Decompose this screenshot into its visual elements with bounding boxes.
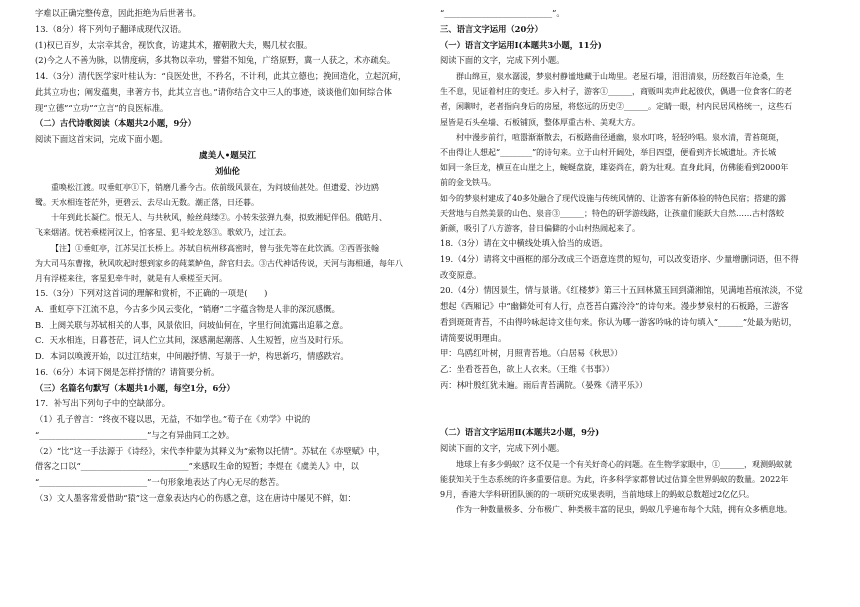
right-line: 请简要说明理由。 bbox=[440, 332, 507, 343]
right-line bbox=[440, 409, 832, 425]
left-line: B．上阕关联与苏轼相关的人事，风景依旧，问坡仙何在，字里行间流露出追慕之意。 bbox=[35, 319, 349, 330]
right-line: 者，闲聊时，老者指向身后的房屋，将悠远的历史②______。定睛一眼，村内民居风格统一，这些石 bbox=[440, 102, 792, 112]
right-line: 三、语言文字运用（20分） bbox=[440, 23, 543, 34]
left-line: 月有浮槎来往，客星犯牵牛时，就是有人乘槎至天河。 bbox=[35, 273, 227, 283]
left-line: （1）孔子曾言：“终夜不寝以思，无益，不如学也。”荀子在《劝学》中说的 bbox=[35, 414, 311, 425]
left-line: D．本词以唤渡开始，以过江结束，中间融抒情、写景于一炉，构思新巧，情感跌宕。 bbox=[35, 351, 349, 362]
left-line: 【注】①垂虹亭，江苏吴江长桥上。苏轼自杭州移高密时，曾与张先等在此饮酒。②西晋张翰 bbox=[51, 243, 379, 253]
left-line: 借客之口以“__________________________”来感叹生命的短暂；李煜在《虞美人》中，以 bbox=[35, 461, 359, 472]
left-line: “__________________________”与之有异曲同工之妙。 bbox=[35, 429, 235, 440]
left-line: 为大司马东曹掾，秋风吹起时想到家乡的莼菜鲈鱼，辞官归去。③古代神话传说，天河与海相通，每年八 bbox=[35, 258, 403, 268]
right-line: 20.（4分）情因景生，情与景谐。《红楼梦》第三十五回林黛玉回到潇湘馆，见满地苔痕浓淡，不觉 bbox=[440, 285, 803, 296]
right-line: 作为一种数量极多、分布极广、种类极丰富的昆虫，蚂蚁几乎遍布每个大陆，拥有众多栖息地。 bbox=[456, 505, 792, 515]
left-line: 此其立功也；阐发蕴奥，聿著方书，此其立言也。”请你结合文中三人的事迹，谈谈他们如何综合体 bbox=[35, 86, 392, 97]
right-line bbox=[440, 394, 832, 410]
left-line: 16.（6分）本词下阕是怎样抒情的？请简要分析。 bbox=[35, 366, 220, 377]
left-line: （三）名篇名句默写（本题共1小题，每空1分，6分） bbox=[35, 382, 235, 393]
left-line: 虞美人•题吴江 bbox=[198, 150, 257, 161]
right-column bbox=[440, 6, 832, 517]
right-line: 阅读下面的文字，完成下列小题。 bbox=[440, 55, 565, 66]
right-line: “__________________________”。 bbox=[440, 8, 565, 18]
left-line: 15.（3分）下列对这首词的理解和赏析，不正确的一项是( ) bbox=[35, 288, 268, 299]
right-line: 地球上有多少蚂蚁？这不仅是一个有关好奇心的问题。在生物学家眼中，①______，观测蚂蚁就 bbox=[456, 459, 792, 469]
right-line: 18.（3分）请在文中横线处填入恰当的成语。 bbox=[440, 238, 608, 249]
left-line: 17．补写出下列句子中的空缺部分。 bbox=[35, 398, 171, 409]
right-line: 阅读下面的文字，完成下列小题。 bbox=[440, 442, 565, 453]
left-line: “__________________________”一句形象地表达了内心无尽的愁苦。 bbox=[35, 477, 285, 488]
left-line: 字难以正确完整传意，因此拒绝为后世著书。 bbox=[35, 8, 201, 18]
left-line: （2）“比”这一手法源于《诗经》，宋代李仲蒙为其释义为“索物以托情”。苏轼在《赤壁赋》中， bbox=[35, 445, 385, 456]
right-line: （一）语言文字运用Ⅰ(本题共3小题，11分) bbox=[440, 39, 602, 50]
right-line: 新颜，吸引了八方游客，昔日偏僻的小山村热闹起来了。 bbox=[440, 223, 640, 233]
right-line: 群山绵亘，泉水潺湲，梦泉村静谧地藏于山坳里。老屋石墙，泪泪清泉，历经数百年沧桑，生 bbox=[456, 72, 784, 81]
right-line: 乙：坐看苍苔色，欲上人衣来。（王维《书事》） bbox=[440, 364, 615, 375]
left-line: 阅读下面这首宋词，完成下面小题。 bbox=[35, 134, 168, 144]
left-line: A．重虹亭下江流不息，今古多少风云变化，“销磨”二字蕴含物是人非的深沉感慨。 bbox=[35, 303, 340, 314]
left-line: （二）古代诗歌阅读（本题共2小题，9分） bbox=[35, 118, 196, 129]
left-line: 13.（8分）将下列句子翻译成现代汉语。 bbox=[35, 23, 187, 34]
right-line: 村中漫步前行，喧嚣渐渐散去，石板路曲径通幽，泉水叮咚，轻轻吟唱。泉水清，青苔斑斑， bbox=[456, 132, 784, 142]
right-line: 9月，香港大学科研团队颁的的一项研究成果表明，当前地球上的蚂蚁总数超过2亿亿只。 bbox=[440, 489, 755, 499]
right-line: 甲：鸟鸥红叶树，月照青苔地。（白居易《秋思》） bbox=[440, 348, 623, 359]
left-line: 现“立德”“立功”“立言”的良医标准。 bbox=[35, 102, 169, 113]
right-line: 屋皆是石头垒墙、石板铺顶，整体厚重古朴、美观大方。 bbox=[440, 117, 640, 127]
right-line: 如今的梦泉村建成了40多处融合了现代设施与传统风情的、让游客有新体验的特色民宿；搭建的露 bbox=[440, 193, 787, 203]
right-line: 如同一条巨龙，横亘在山崖之上，蜿蜒盘旋，雄姿尚在，蔚为壮观。直身此间，仿佛能看到2000年 bbox=[440, 163, 789, 173]
right-line: 看到斑斑青苔，不由得吟咏起诗文佳句来。你认为哪一游客吟咏的诗句填入“______”处最为贴切， bbox=[440, 316, 797, 327]
right-line: 天营地与自然美景的山色、泉音③______；特色的研学游线路，让孩童们能跃大自然……古村落蛟 bbox=[440, 208, 784, 218]
left-line: C．天水相连，日暮苍茫，词人伫立其间，深感潮起潮落、人生短暂，应当及时行乐。 bbox=[35, 335, 349, 346]
right-line: 想起《西厢记》中“幽僻处可有人行，点苍苔白露泠泠”的诗句来。漫步梦泉村的石板路，三游客 bbox=[440, 301, 789, 312]
left-line: 14.（3分）清代医学家叶桂认为：“良医处世，不矜名，不计利，此其立德也；挽回造化，立起沉疴， bbox=[35, 71, 407, 81]
right-line: 不由得让人想起“________”的诗句来。立于山村开阔处，举目四望，便看到齐长城遗址。齐长城 bbox=[440, 147, 777, 157]
left-line: 十年到此长凝伫。恨无人、与共秋风，鲙丝莼缕②。小转朱弦弹九奏，拟致湘妃伴侣。俄皓月、 bbox=[51, 213, 387, 223]
right-line: 生不息，见证着村庄的变迁。步入村子，游客①______，商贩叫卖声此起彼伏，偶遇一位食客仁的老 bbox=[440, 87, 792, 97]
right-line: 19.（4分）请将文中画框的部分改成三个语意连贯的短句，可以改变语序、少量增删词语，但不得 bbox=[440, 253, 799, 264]
left-line: (1)权已百岁，太宗幸其舍，视饮食，访逮其术，擢朝散大夫，赐几杖衣服。 bbox=[35, 39, 313, 50]
left-line: （3）文人墨客常爱借助“猿”这一意象表达内心的伤感之意，这在唐诗中屡见不鲜，如： bbox=[35, 492, 356, 503]
right-line: 改变原意。 bbox=[440, 269, 482, 280]
left-line: 重唤松江渡。叹垂虹亭①下，销磨几番今古。依前级风景在，为问坡仙甚处。但遗爱、沙边鸥 bbox=[51, 182, 379, 192]
right-line: （二）语言文字运用Ⅱ(本题共2小题，9分) bbox=[440, 427, 600, 438]
right-line: 丙：林叶殷红犹未遍。雨后青苔满院。（晏殊《清平乐》） bbox=[440, 379, 648, 390]
left-line: 刘仙伦 bbox=[215, 166, 240, 177]
right-line: 能获知关于生态系统的许多重要信息。为此，许多科学家都曾试过估算全世界蚂蚁的数量。2022年 bbox=[440, 474, 789, 484]
left-line: 鹭。天水相连苍茫外，更碧云、去尽山无数。潮正落，日还暮。 bbox=[35, 198, 259, 208]
left-column bbox=[35, 6, 420, 507]
right-line: 前的金戈铁马。 bbox=[440, 178, 496, 188]
left-line: (2)今之人不善为脉，以情度病，多其物以幸功，譬猎不知兔，广络原野，冀一人获之，术亦疏矣。 bbox=[35, 55, 396, 66]
left-line: 飞来烟渚。恍若乘槎河汉上，怕客星、犯斗蛟龙怒③。歌欸乃，过江去。 bbox=[35, 228, 291, 238]
